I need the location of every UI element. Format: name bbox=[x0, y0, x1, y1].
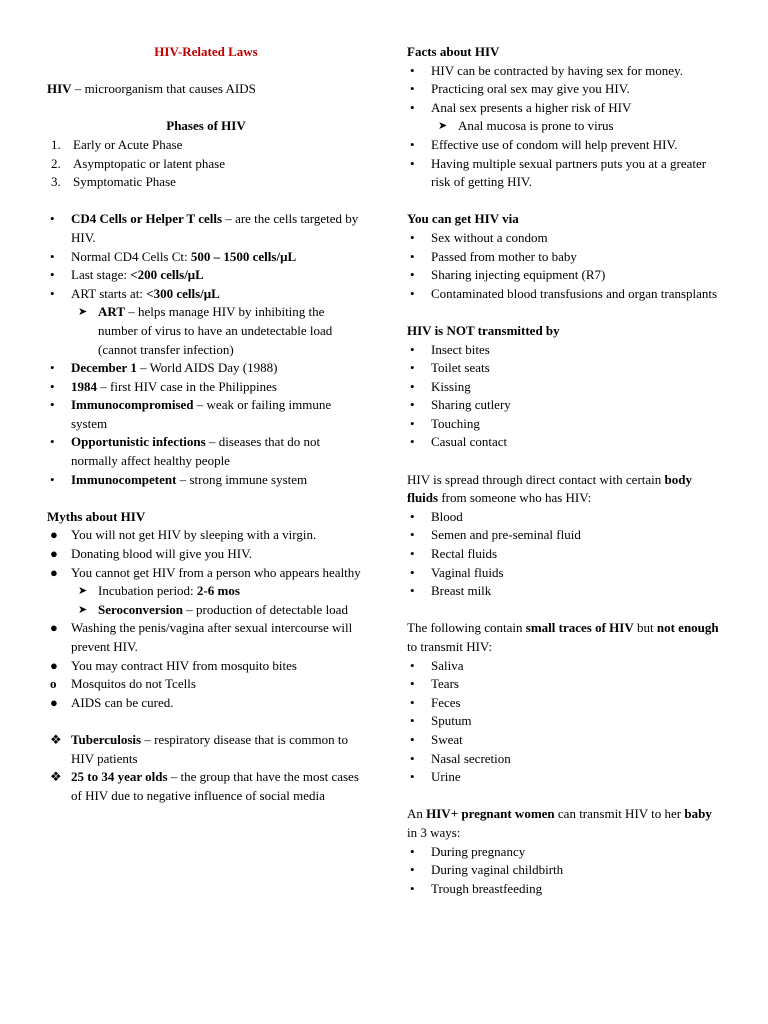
fact-item-dec1: • December 1 – World AIDS Day (1988) bbox=[50, 360, 278, 376]
body-fluids-intro: HIV is spread through direct contact with certain body fluids from someone who has HIV: bbox=[407, 471, 692, 506]
hiv-definition bbox=[47, 80, 365, 99]
fact-item-1984: • 1984 – first HIV case in the Philippines bbox=[50, 378, 277, 394]
left-column bbox=[47, 43, 365, 805]
facts-list bbox=[407, 62, 725, 192]
trace-item: • Feces bbox=[410, 694, 461, 710]
diamond-bullet-icon: ❖ bbox=[50, 731, 62, 747]
myth-subitem: ➤ Seroconversion – production of detectable load bbox=[47, 601, 365, 620]
myth-item: ● Donating blood will give you HIV. bbox=[50, 546, 253, 562]
fact-item-cd4: • CD4 Cells or Helper T cells – are the cells targeted by HIV. bbox=[50, 211, 359, 245]
extra-item-tuberculosis: ❖ Tuberculosis – respiratory disease that is common to HIV patients bbox=[50, 731, 348, 766]
pregnant-way-item: • During vaginal childbirth bbox=[410, 862, 564, 878]
small-traces-list bbox=[407, 657, 725, 787]
trace-item: • Tears bbox=[410, 676, 459, 692]
hiv-desc: – microorganism that causes AIDS bbox=[71, 81, 256, 97]
fact-item-normal: • Normal CD4 Cells Ct: 500 – 1500 cells/μL bbox=[50, 248, 297, 264]
not-transmitted-item: • Casual contact bbox=[410, 434, 508, 450]
body-fluid-item: • Semen and pre-seminal fluid bbox=[410, 527, 581, 543]
pregnant-ways-list bbox=[407, 843, 725, 899]
trace-item: • Urine bbox=[410, 769, 461, 785]
facts-item: • Effective use of condom will help prevent HIV. bbox=[410, 136, 678, 152]
via-item: • Sharing injecting equipment (R7) bbox=[410, 267, 606, 283]
myths-heading: Myths about HIV bbox=[47, 508, 146, 524]
arrow-bullet-icon: ➤ bbox=[78, 585, 88, 598]
body-fluids-list bbox=[407, 508, 725, 601]
via-item: • Sex without a condom bbox=[410, 229, 548, 245]
via-heading: You can get HIV via bbox=[407, 211, 519, 227]
fact-item-immunocompetent: • Immunocompetent – strong immune system bbox=[50, 471, 308, 487]
not-transmitted-heading: HIV is NOT transmitted by bbox=[407, 322, 560, 338]
trace-item: • Nasal secretion bbox=[410, 750, 511, 766]
pregnant-way-item: • During pregnancy bbox=[410, 843, 526, 859]
arrow-bullet-icon: ➤ bbox=[78, 306, 88, 319]
via-list bbox=[407, 229, 725, 303]
phases-list bbox=[47, 136, 365, 192]
fact-item-immunocompromised: • Immunocompromised – weak or failing immune system bbox=[50, 397, 332, 431]
facts-subitem: ➤ Anal mucosa is prone to virus bbox=[407, 117, 725, 136]
fact-subitem-art: ➤ ART – helps manage HIV by inhibiting the number of virus to have an undetectable load (cannot transfer infection) bbox=[78, 304, 333, 357]
myth-item: ● Washing the penis/vagina after sexual intercourse will prevent HIV. bbox=[50, 620, 353, 654]
facts-item: • Anal sex presents a higher risk of HIV bbox=[410, 99, 632, 115]
pregnant-way-item: • Trough breastfeeding bbox=[410, 880, 543, 896]
body-fluid-item: • Blood bbox=[410, 508, 463, 524]
myth-item: ● You will not get HIV by sleeping with a virgin. bbox=[50, 527, 317, 543]
extra-facts-list bbox=[47, 731, 365, 805]
arrow-bullet-icon: ➤ bbox=[438, 120, 448, 133]
not-transmitted-item: • Kissing bbox=[410, 378, 471, 394]
hiv-term: HIV bbox=[47, 81, 72, 97]
not-transmitted-item: • Sharing cutlery bbox=[410, 397, 511, 413]
body-fluid-item: • Breast milk bbox=[410, 583, 492, 599]
facts-item: • Having multiple sexual partners puts you at a greater risk of getting HIV. bbox=[410, 155, 707, 190]
myth-item: o Mosquitos do not Tcells bbox=[50, 676, 196, 692]
facts-item: • HIV can be contracted by having sex for money. bbox=[410, 62, 683, 78]
trace-item: • Sweat bbox=[410, 731, 463, 747]
facts-heading: Facts about HIV bbox=[407, 44, 500, 59]
phase-item: 2. Asymptopatic or latent phase bbox=[51, 155, 225, 171]
diamond-bullet-icon: ❖ bbox=[50, 769, 62, 785]
fact-item-art-start: • ART starts at: <300 cells/μL bbox=[50, 285, 220, 301]
cd4-facts-list bbox=[47, 210, 365, 489]
myth-item: ● AIDS can be cured. bbox=[50, 694, 174, 710]
fact-item-opportunistic: • Opportunistic infections – diseases that do not normally affect healthy people bbox=[50, 434, 321, 469]
body-fluid-item: • Rectal fluids bbox=[410, 546, 498, 562]
not-transmitted-list bbox=[407, 341, 725, 453]
via-item: • Passed from mother to baby bbox=[410, 248, 577, 264]
pregnant-intro: An HIV+ pregnant women can transmit HIV to her baby in 3 ways: bbox=[407, 806, 712, 840]
trace-item: • Saliva bbox=[410, 657, 464, 673]
body-fluid-item: • Vaginal fluids bbox=[410, 564, 504, 580]
phase-item: 1. Early or Acute Phase bbox=[51, 136, 183, 152]
trace-item: • Sputum bbox=[410, 713, 472, 729]
phases-heading: Phases of HIV bbox=[166, 118, 246, 134]
not-transmitted-item: • Touching bbox=[410, 415, 480, 431]
phase-item: 3. Symptomatic Phase bbox=[51, 174, 176, 190]
myths-list bbox=[47, 526, 365, 712]
extra-item-age-group: ❖ 25 to 34 year olds – the group that have the most cases of HIV due to negative influence of social media bbox=[50, 769, 359, 803]
myth-item: ● You may contract HIV from mosquito bites bbox=[50, 657, 297, 673]
myth-item: ● You cannot get HIV from a person who appears healthy bbox=[50, 564, 361, 580]
small-traces-intro: The following contain small traces of HIV but not enough to transmit HIV: bbox=[407, 620, 719, 654]
page-title: HIV-Related Laws bbox=[154, 44, 258, 59]
myth-subitem: ➤ Incubation period: 2-6 mos bbox=[47, 582, 365, 601]
right-column bbox=[407, 43, 725, 898]
not-transmitted-item: • Toilet seats bbox=[410, 360, 490, 376]
arrow-bullet-icon: ➤ bbox=[78, 603, 88, 616]
via-item: • Contaminated blood transfusions and organ transplants bbox=[410, 285, 718, 301]
facts-item: • Practicing oral sex may give you HIV. bbox=[410, 81, 630, 97]
not-transmitted-item: • Insect bites bbox=[410, 341, 490, 357]
fact-item-last-stage: • Last stage: <200 cells/μL bbox=[50, 267, 204, 283]
